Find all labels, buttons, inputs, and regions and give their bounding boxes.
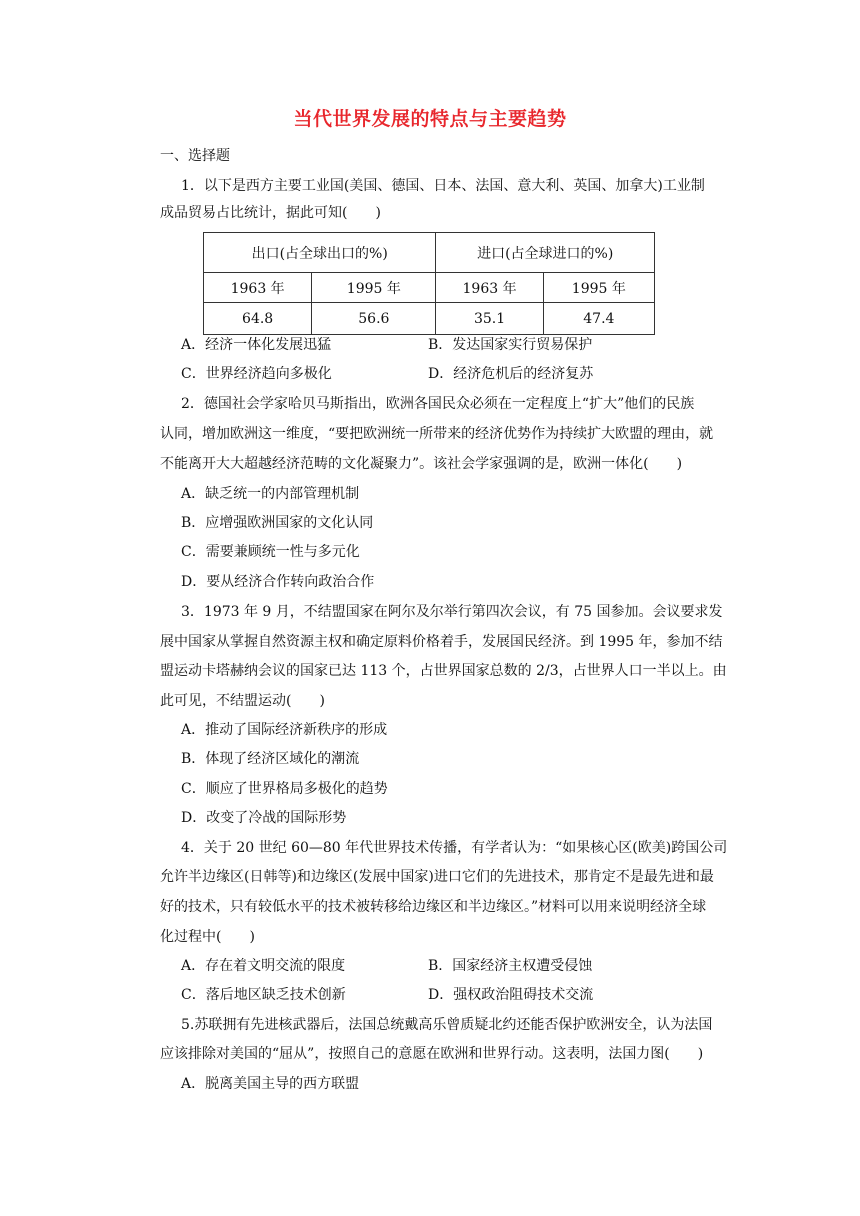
q3-stem-line-2: 展中国家从掌握自然资源主权和确定原料价格着手，发展国民经济。到 1995 年，参加不结	[160, 634, 723, 650]
q2-stem-line-1: 2．德国社会学家哈贝马斯指出，欧洲各国民众必须在一定程度上“扩大”他们的民族	[181, 396, 695, 412]
q2-stem-line-3: 不能离开大大超越经济范畴的文化凝聚力”。该社会学家强调的是，欧洲一体化( )	[160, 456, 683, 472]
page-title: 当代世界发展的特点与主要趋势	[293, 108, 567, 130]
q1-stem-line-2: 成品贸易占比统计，据此可知( )	[160, 205, 381, 221]
q3-stem-line-3: 盟运动卡塔赫纳会议的国家已达 113 个，占世界国家总数的 2/3，占世界人口一半以上。由	[160, 663, 727, 679]
q3-option-c: C．顺应了世界格局多极化的趋势	[181, 781, 388, 797]
q1-stem-line-1: 1．以下是西方主要工业国(美国、德国、日本、法国、意大利、英国、加拿大)工业制	[181, 178, 705, 194]
table-year-cell: 1995 年	[543, 273, 654, 303]
q4-option-c: C．落后地区缺乏技术创新	[181, 987, 346, 1003]
q4-option-b: B．国家经济主权遭受侵蚀	[428, 958, 593, 974]
table-year-cell: 1995 年	[312, 273, 436, 303]
q4-stem-line-3: 好的技术，只有较低水平的技术被转移给边缘区和半边缘区。”材料可以用来说明经济全球	[160, 899, 707, 915]
table-value-cell: 35.1	[436, 303, 543, 335]
section-heading: 一、选择题	[160, 148, 230, 164]
q4-option-d: D．强权政治阻碍技术交流	[428, 987, 594, 1003]
table-value-cell: 47.4	[543, 303, 654, 335]
q3-option-d: D．改变了冷战的国际形势	[181, 810, 347, 826]
table-header-import: 进口(占全球进口的%)	[436, 233, 655, 273]
q3-stem-line-1: 3．1973 年 9 月，不结盟国家在阿尔及尔举行第四次会议，有 75 国参加。会议要求发	[181, 604, 723, 620]
q1-option-b: B．发达国家实行贸易保护	[428, 337, 593, 353]
table-year-cell: 1963 年	[436, 273, 543, 303]
trade-share-table	[203, 232, 655, 335]
q5-option-a: A．脱离美国主导的西方联盟	[181, 1076, 360, 1092]
q4-stem-line-4: 化过程中( )	[160, 929, 255, 945]
q1-option-a: A．经济一体化发展迅猛	[181, 337, 332, 353]
q3-option-b: B．体现了经济区域化的潮流	[181, 751, 360, 767]
q3-stem-line-4: 此可见，不结盟运动( )	[160, 693, 325, 709]
q1-option-d: D．经济危机后的经济复苏	[428, 366, 594, 382]
q3-option-a: A．推动了国际经济新秩序的形成	[181, 722, 388, 738]
q2-option-b: B．应增强欧洲国家的文化认同	[181, 515, 374, 531]
q4-option-a: A．存在着文明交流的限度	[181, 958, 346, 974]
q5-stem-line-2: 应该排除对美国的“屈从”，按照自己的意愿在欧洲和世界行动。这表明，法国力图( )	[160, 1046, 704, 1062]
q2-option-a: A．缺乏统一的内部管理机制	[181, 486, 360, 502]
q2-option-c: C．需要兼顾统一性与多元化	[181, 544, 360, 560]
q2-stem-line-2: 认同，增加欧洲这一维度，“要把欧洲统一所带来的经济优势作为持续扩大欧盟的理由，就	[160, 426, 714, 442]
q2-option-d: D．要从经济合作转向政治合作	[181, 574, 375, 590]
table-value-cell: 56.6	[312, 303, 436, 335]
q4-stem-line-2: 允许半边缘区(日韩等)和边缘区(发展中国家)进口它们的先进技术，那肯定不是最先进和最	[160, 869, 714, 885]
q1-option-c: C．世界经济趋向多极化	[181, 366, 332, 382]
table-year-cell: 1963 年	[204, 273, 312, 303]
table-value-cell: 64.8	[204, 303, 312, 335]
table-header-export: 出口(占全球出口的%)	[204, 233, 436, 273]
q5-stem-line-1: 5.苏联拥有先进核武器后，法国总统戴高乐曾质疑北约还能否保护欧洲安全，认为法国	[181, 1017, 713, 1033]
q4-stem-line-1: 4．关于 20 世纪 60—80 年代世界技术传播，有学者认为：“如果核心区(欧美)跨国公司	[181, 840, 728, 856]
